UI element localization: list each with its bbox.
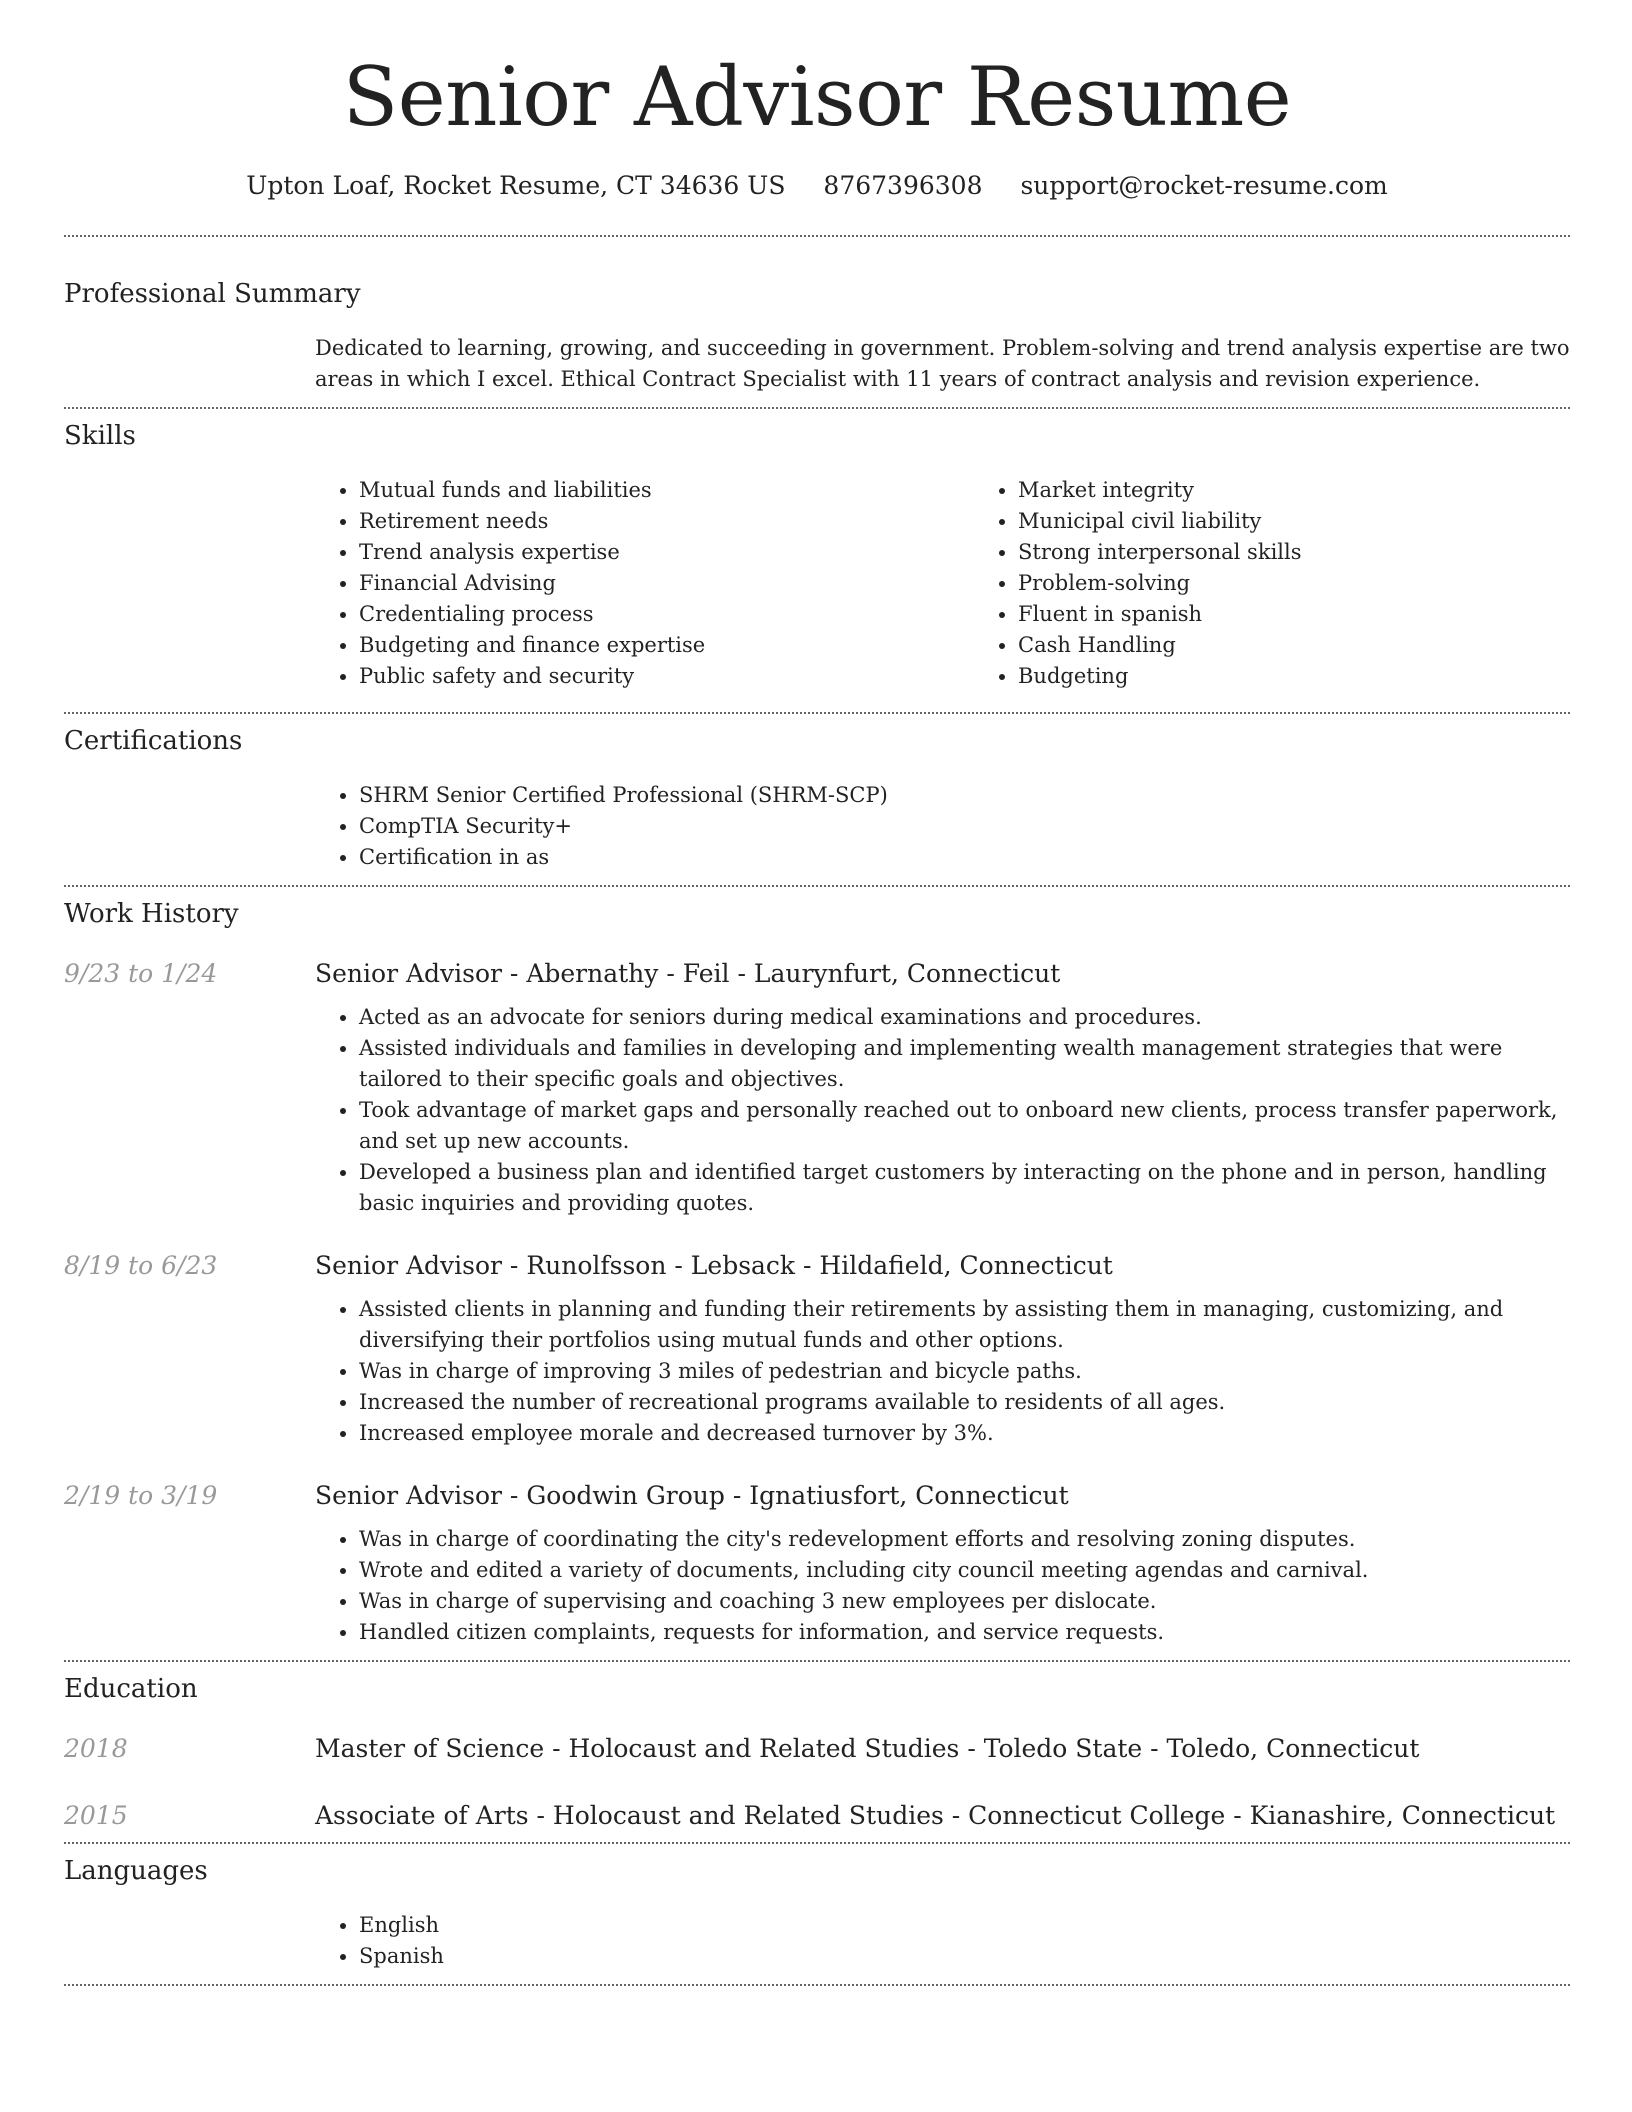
- job-title: Senior Advisor - Goodwin Group - Ignatiusfort, Connecticut: [315, 1481, 1069, 1510]
- certification-item: • CompTIA Security+: [359, 811, 1632, 842]
- job-bullet: • Was in charge of coordinating the city's redevelopment efforts and resolving zoning disputes.: [359, 1524, 1570, 1555]
- skill-item: • Retirement needs: [359, 506, 974, 537]
- job-bullet: • Developed a business plan and identified target customers by interacting on the phone and in person, handling basic inquiries and providing quotes.: [359, 1157, 1570, 1219]
- skill-item: • Public safety and security: [359, 661, 974, 692]
- summary-text: Dedicated to learning, growing, and succeeding in government. Problem-solving and trend analysis expertise are two areas in which I excel. Ethical Contract Specialist with 11 years of contract analysis and revision experience.: [315, 336, 1570, 391]
- skill-item: • Strong interpersonal skills: [1018, 537, 1632, 568]
- job-bullets: [315, 1002, 1570, 1219]
- job-entry: [64, 1253, 1570, 1449]
- job-bullets: [315, 1294, 1570, 1449]
- certifications-list: [315, 780, 1632, 873]
- job-dates: 2/19 to 3/19: [64, 1481, 218, 1510]
- skills-column-right: [974, 475, 1632, 692]
- job-entry: [64, 961, 1570, 1219]
- contact-phone: 8767396308: [823, 171, 983, 200]
- job-bullet: • Was in charge of supervising and coaching 3 new employees per dislocate.: [359, 1586, 1570, 1617]
- skill-item: • Fluent in spanish: [1018, 599, 1632, 630]
- education-heading: Education: [64, 1674, 198, 1704]
- job-entry: [64, 1483, 1570, 1648]
- skill-item: • Trend analysis expertise: [359, 537, 974, 568]
- skill-item: • Problem-solving: [1018, 568, 1632, 599]
- job-bullet: • Assisted clients in planning and funding their retirements by assisting them in managing, customizing, and diversifying their portfolios using mutual funds and other options.: [359, 1294, 1570, 1356]
- contact-email: support@rocket-resume.com: [1020, 171, 1388, 200]
- job-bullet: • Handled citizen complaints, requests for information, and service requests.: [359, 1617, 1570, 1648]
- languages-list: [315, 1910, 1632, 1972]
- skill-item: • Budgeting and finance expertise: [359, 630, 974, 661]
- language-item: • English: [359, 1910, 1632, 1941]
- skills-list: [315, 475, 1632, 692]
- job-bullet: • Was in charge of improving 3 miles of pedestrian and bicycle paths.: [359, 1356, 1570, 1387]
- job-bullet: • Increased employee morale and decreased turnover by 3%.: [359, 1418, 1570, 1449]
- certification-item: • SHRM Senior Certified Professional (SHRM-SCP): [359, 780, 1632, 811]
- certification-item: • Certification in as: [359, 842, 1632, 873]
- education-degree: Master of Science - Holocaust and Related Studies - Toledo State - Toledo, Connecticut: [315, 1734, 1420, 1763]
- section-divider: [64, 1660, 1570, 1662]
- skill-item: • Mutual funds and liabilities: [359, 475, 974, 506]
- job-bullets: [315, 1524, 1570, 1648]
- skill-item: • Budgeting: [1018, 661, 1632, 692]
- education-year: 2018: [64, 1734, 128, 1763]
- contact-address: Upton Loaf, Rocket Resume, CT 34636 US: [246, 171, 786, 200]
- education-entry: [64, 1803, 1570, 1828]
- section-divider: [64, 235, 1570, 237]
- section-divider: [64, 712, 1570, 714]
- skill-item: • Municipal civil liability: [1018, 506, 1632, 537]
- skill-item: • Financial Advising: [359, 568, 974, 599]
- job-bullet: • Assisted individuals and families in developing and implementing wealth management strategies that were tailored to their specific goals and objectives.: [359, 1033, 1570, 1095]
- job-title: Senior Advisor - Abernathy - Feil - Laurynfurt, Connecticut: [315, 959, 1061, 988]
- education-degree: Associate of Arts - Holocaust and Related Studies - Connecticut College - Kianashire, Connecticut: [315, 1801, 1556, 1830]
- summary-heading: Professional Summary: [64, 279, 361, 309]
- job-dates: 9/23 to 1/24: [64, 959, 218, 988]
- job-bullet: • Increased the number of recreational programs available to residents of all ages.: [359, 1387, 1570, 1418]
- job-bullet: • Took advantage of market gaps and personally reached out to onboard new clients, process transfer paperwork, and set up new accounts.: [359, 1095, 1570, 1157]
- certifications-heading: Certifications: [64, 726, 243, 756]
- skill-item: • Credentialing process: [359, 599, 974, 630]
- skill-item: • Cash Handling: [1018, 630, 1632, 661]
- section-divider: [64, 407, 1570, 409]
- section-divider: [64, 1842, 1570, 1844]
- skill-item: • Market integrity: [1018, 475, 1632, 506]
- languages-heading: Languages: [64, 1856, 208, 1886]
- contact-line: [64, 173, 1570, 201]
- skills-column-left: [315, 475, 974, 692]
- skills-heading: Skills: [64, 421, 136, 451]
- education-year: 2015: [64, 1801, 128, 1830]
- job-dates: 8/19 to 6/23: [64, 1251, 218, 1280]
- job-bullet: • Acted as an advocate for seniors during medical examinations and procedures.: [359, 1002, 1570, 1033]
- job-bullet: • Wrote and edited a variety of documents, including city council meeting agendas and carnival.: [359, 1555, 1570, 1586]
- work-history-heading: Work History: [64, 899, 239, 929]
- language-item: • Spanish: [359, 1941, 1632, 1972]
- section-divider: [64, 1984, 1570, 1986]
- job-title: Senior Advisor - Runolfsson - Lebsack - Hildafield, Connecticut: [315, 1251, 1113, 1280]
- section-divider: [64, 885, 1570, 887]
- resume-page: [64, 0, 1570, 1986]
- education-entry: [64, 1736, 1570, 1761]
- resume-title: Senior Advisor Resume: [342, 51, 1292, 145]
